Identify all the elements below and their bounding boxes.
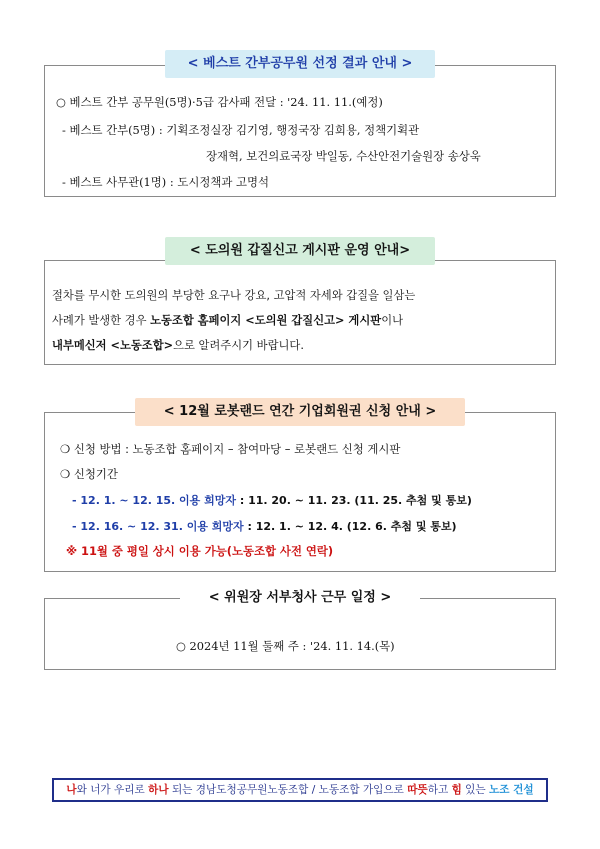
- complaint-board-line-2c: 이나: [381, 314, 404, 327]
- slogan-part-1: 나: [66, 784, 77, 796]
- slogan-part-8: 있는: [461, 784, 490, 796]
- chairman-schedule-item: ○ 2024년 11월 둘째 주 : '24. 11. 14.(목): [176, 639, 395, 653]
- slogan-part-6: 하고: [427, 784, 452, 796]
- robotland-item-period: ❍ 신청기간: [60, 467, 118, 481]
- robotland-title: < 12월 로봇랜드 연간 기업회원권 신청 안내 >: [135, 398, 465, 426]
- complaint-board-line-3: [52, 337, 304, 353]
- complaint-board-title: < 도의원 갑질신고 게시판 운영 안내>: [165, 237, 435, 265]
- complaint-board-link: 노동조합 홈페이지 <도의원 갑질신고> 게시판: [150, 314, 382, 327]
- robotland-period-1-range: - 12. 1. ~ 12. 15. 이용 희망자: [72, 494, 237, 507]
- robotland-note: ※ 11월 중 평일 상시 이용 가능(노동조합 사전 연락): [66, 544, 334, 558]
- best-officials-item-2-cont: 장재혁, 보건의료국장 박일동, 수산안전기술원장 송상욱: [206, 149, 481, 163]
- best-officials-title: < 베스트 간부공무원 선정 결과 안내 >: [165, 50, 435, 78]
- chairman-schedule-title: < 위원장 서부청사 근무 일정 >: [180, 584, 420, 612]
- robotland-period-2-schedule: : 12. 1. ~ 12. 4. (12. 6. 추첨 및 통보): [243, 520, 457, 533]
- complaint-board-line-1: 절차를 무시한 도의원의 부당한 요구나 강요, 고압적 자세와 갑질을 일삼는: [52, 289, 416, 302]
- slogan-part-3: 하나: [148, 784, 169, 796]
- complaint-board-line-2a: 사례가 발생한 경우: [52, 314, 151, 327]
- slogan-part-4: 되는 경남도청공무원노동조합 / 노동조합 가입으로: [168, 784, 408, 796]
- robotland-period-2: [72, 518, 457, 534]
- complaint-board-line-3b: 으로 알려주시기 바랍니다.: [173, 339, 304, 352]
- best-officials-item-3: - 베스트 사무관(1명) : 도시정책과 고명석: [62, 175, 269, 189]
- slogan-part-2: 와 너가 우리로: [76, 784, 149, 796]
- messenger-name: 내부메신저 <노동조합>: [52, 339, 174, 352]
- best-officials-item-2: - 베스트 간부(5명) : 기획조정실장 김기영, 행정국장 김희용, 정책기획관: [62, 123, 420, 137]
- best-officials-item-1: ○ 베스트 간부 공무원(5명)·5급 감사패 전달 : '24. 11. 11.(예정): [56, 95, 383, 109]
- complaint-board-line-2: [52, 312, 403, 328]
- slogan-part-5: 따뜻: [407, 784, 428, 796]
- robotland-item-method: ❍ 신청 방법 : 노동조합 홈페이지 – 참여마당 – 로봇랜드 신청 게시판: [60, 442, 401, 456]
- slogan-part-9: 노조 건설: [489, 784, 534, 796]
- slogan-part-7: 힘: [451, 784, 462, 796]
- robotland-period-1-schedule: : 11. 20. ~ 11. 23. (11. 25. 추첨 및 통보): [236, 494, 472, 507]
- robotland-period-1: [72, 492, 472, 508]
- slogan-footer: [52, 778, 548, 802]
- robotland-period-2-range: - 12. 16. ~ 12. 31. 이용 희망자: [72, 520, 244, 533]
